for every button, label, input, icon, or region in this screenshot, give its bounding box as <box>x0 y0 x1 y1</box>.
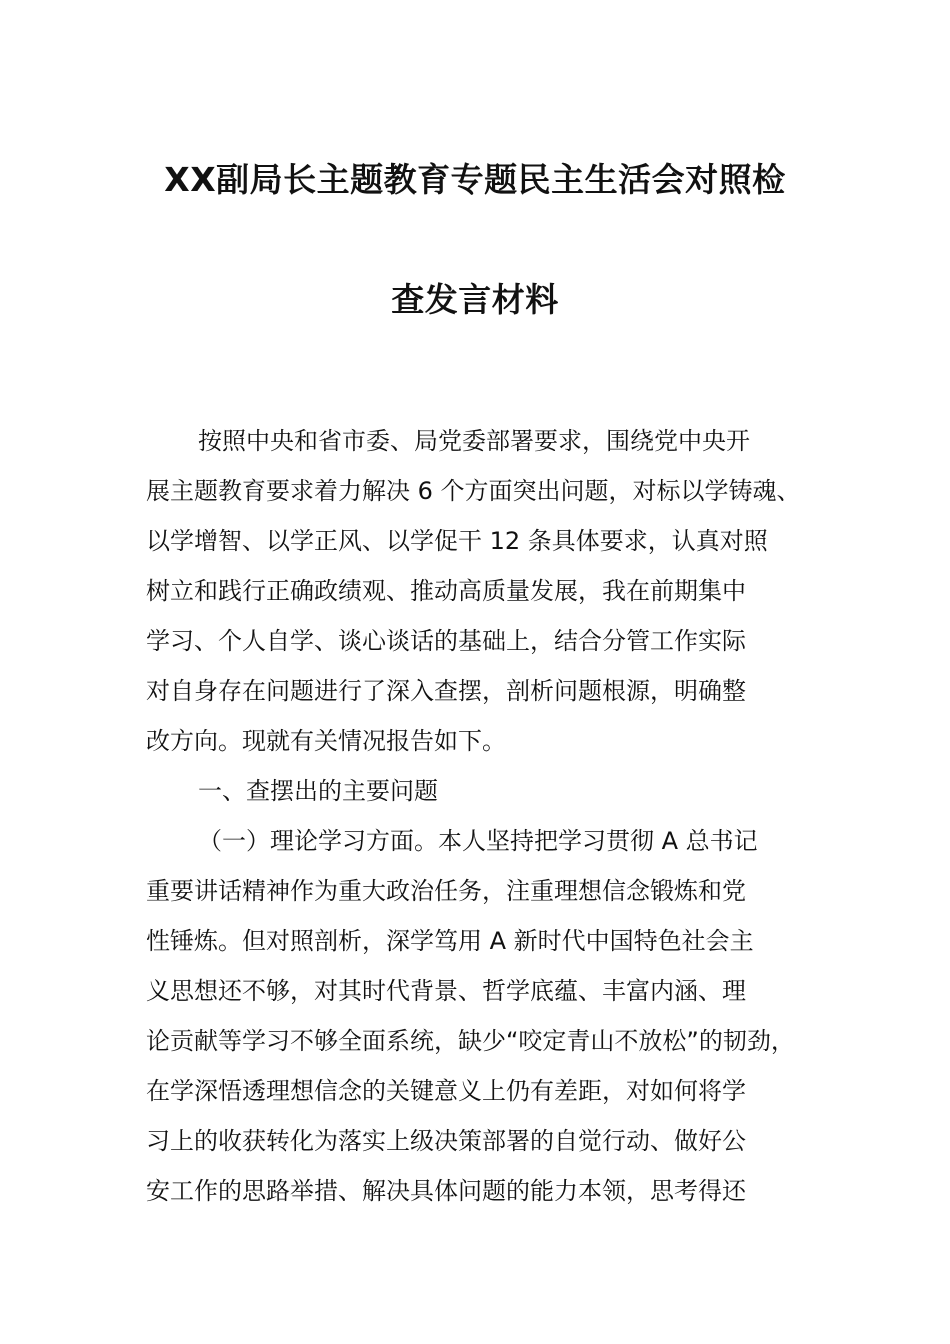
section-heading: 一、查摆出的主要问题 <box>198 777 438 805</box>
subsection-paragraph-line: （一）理论学习方面。本人坚持把学习贯彻 A 总书记 <box>198 827 758 855</box>
intro-paragraph-line: 学习、个人自学、谈心谈话的基础上，结合分管工作实际 <box>146 627 746 655</box>
document-title-line-2: 查发言材料 <box>391 280 559 319</box>
subsection-paragraph-line: 性锤炼。但对照剖析，深学笃用 A 新时代中国特色社会主 <box>146 927 754 955</box>
subsection-paragraph-line: 论贡献等学习不够全面系统，缺少“咬定青山不放松”的韧劲， <box>146 1027 795 1055</box>
subsection-paragraph-line: 习上的收获转化为落实上级决策部署的自觉行动、做好公 <box>146 1127 746 1155</box>
intro-paragraph-line: 展主题教育要求着力解决 6 个方面突出问题，对标以学铸魂、 <box>146 477 801 505</box>
intro-paragraph-line: 按照中央和省市委、局党委部署要求，围绕党中央开 <box>198 427 750 455</box>
intro-paragraph-line: 对自身存在问题进行了深入查摆，剖析问题根源，明确整 <box>146 677 746 705</box>
document-body <box>146 416 836 1216</box>
document-title-line-1: XX副局长主题教育专题民主生活会对照检 <box>164 160 786 199</box>
intro-paragraph-line: 改方向。现就有关情况报告如下。 <box>146 727 506 755</box>
intro-paragraph-line: 以学增智、以学正风、以学促干 12 条具体要求，认真对照 <box>146 527 768 555</box>
subsection-paragraph-line: 义思想还不够，对其时代背景、哲学底蕴、丰富内涵、理 <box>146 977 746 1005</box>
intro-paragraph-line: 树立和践行正确政绩观、推动高质量发展，我在前期集中 <box>146 577 746 605</box>
subsection-paragraph-line: 安工作的思路举措、解决具体问题的能力本领，思考得还 <box>146 1177 746 1205</box>
subsection-paragraph-line: 在学深悟透理想信念的关键意义上仍有差距，对如何将学 <box>146 1077 746 1105</box>
subsection-paragraph-line: 重要讲话精神作为重大政治任务，注重理想信念锻炼和党 <box>146 877 746 905</box>
